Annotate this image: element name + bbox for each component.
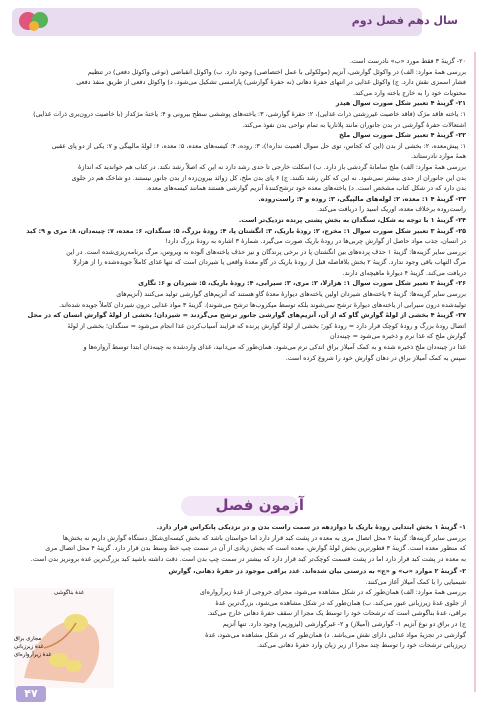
- answer-line: بدن این جانوران از حدی بیشتر نمی‌شود. نه این که کلن رشد نکنند. ج) ۶ پای بدن ملخ، کل زوائد بیرون‌زده از بدن جانور نیستند. دو شاخک هم در جلوی: [71, 173, 466, 182]
- answer-line: محتویات خود را به خارج یاخته وارد می‌کند.: [353, 88, 466, 97]
- answer-line: راست‌روده برخلاف معده، اوریک اسید را دریافت می‌کند.: [317, 205, 466, 214]
- answer-line: ۲۱- گزینهٔ ۴ تعبیر شکل صورت سوال هیدر: [335, 99, 466, 108]
- answer-line: ۱: یاخته فاقد مژک (فاقد خاصیت غیررشتی ذرات غذایی)، ۲: حفرهٔ گوارشی، ۳: یاخته‌های پوششی سطح بیرونی و ۴: یاختهٔ مژکدار (با خاصیت درون‌بری ذرات غذایی): [33, 109, 466, 118]
- answer-line: زیرزبانی ترشحات خود را توسط چند مجرا از زیر زبان وارد حفرهٔ دهانی می‌کند.: [257, 641, 466, 650]
- answer-line: ۲۵- گزینهٔ ۳ تعبیر شکل صورت سوال ۱: مخرج، ۲: رودهٔ باریک، ۳: انگشتان پا، ۴: رودهٔ بزرگ، ۵: سنگدان، ۶: معده، ۷: چینه‌دان، ۸: مری و ۹: کبد: [26, 226, 466, 235]
- figure-label: غدهٔ زیرزبانی: [14, 644, 44, 650]
- page-number: ۴۷: [16, 686, 46, 702]
- answer-line: براقی، غدهٔ بناگوشی است که ترشحات خود را توسط یک مجرا از سقف حفرهٔ دهانی خارج می‌کند.: [207, 609, 466, 618]
- answer-line: اتصال رودهٔ بزرگ و رودهٔ کوچک قرار دارد = رودهٔ کور؛ بخشی از لولهٔ گوارش پرنده که فرایند آسیاب‌کردن غذا انجام می‌شود = سنگدان؛ بخشی از لولهٔ: [67, 321, 466, 330]
- answer-line: فشار اسمزی نقش دارد. ج) واکوئل غذایی در انتهای حفرهٔ دهانی (نه حفرهٔ گوارشی) پارامسی تشکیل می‌شود. د) واکوئل دفعی از طریق منفذ دفعی: [76, 78, 466, 87]
- answer-line: از جلوی غدهٔ زیرزبانی عبور می‌کند. ب) همان‌طور که در شکل مشاهده می‌شود، بزرگ‌ترین غدهٔ: [215, 598, 466, 607]
- answer-line: بررسی همهٔ موارد: الف) ملخ سامانهٔ گردشی باز دارد. ب) اسکلت خارجی تا حدی رشد دارد نه این که اصلاً رشد نکند. در کتاب هم خواندید که اندازهٔ: [78, 162, 466, 171]
- quiz-answers-2: [118, 566, 466, 651]
- answer-line: ۲۲- گزینهٔ ۴ تعبیر شکل صورت سوال ملخ: [339, 131, 466, 140]
- answer-line: تولیدشده درون سیرابی از یاخته‌های دیوارهٔ ترشح نمی‌شوند بلکه توسط میکروب‌ها ترشح می‌شوند). گزینهٔ ۳ مواد غذایی درون شیردان کاملاً جویده شده‌اند.: [58, 300, 466, 309]
- answer-line: دریافت می‌کند. گزینهٔ ۴ دیوارهٔ ماهیچه‌ای دارند.: [342, 268, 466, 277]
- answer-line: ۲- گزینهٔ ۲ موارد «ب» و «ج» به درستی بیان شده‌اند. غدد براقی موجود در حفرهٔ دهانی، گوارش: [168, 567, 466, 575]
- answer-line: ۲۶- گزینهٔ ۲ تعبیر شکل صورت سوال ۱: هزارلا، ۲: مری، ۳: سیرابی، ۴: رودهٔ باریک، ۵: شیردان و ۶: نگاری: [138, 279, 466, 288]
- answer-line: ۲۰- گزینهٔ ۳ فقط مورد «ب» نادرست است.: [349, 57, 466, 65]
- quiz-answers: [14, 522, 466, 564]
- answer-line: به معده در پشت کبد قرار دارد اما در پشت قسمت کوچک‌تر کبد قرار دارد که بیشتر در سمت چپ بدن است. دقت داشته باشید کبد بزرگ‌ترین غده برونریز بدن است.: [30, 554, 466, 563]
- answer-line: همهٔ موارد نادرستاند.: [410, 152, 466, 161]
- answer-line: گوارشی در تجزیهٔ مواد غذایی دارای نقش می‌باشد. د) همان‌طور که در شکل مشاهده می‌شود، غدهٔ: [205, 630, 466, 639]
- answer-line: بررسی سایر گزینه‌ها: گزینهٔ ۱ حذف پرده‌های بین انگشتان پا در برخی پرندگان و نیز حذف یاخته‌های آلوده به ویروس، مرگ برنامه‌ریزی‌شده است. در این: [66, 247, 466, 256]
- answers-body: [14, 56, 466, 363]
- figure-label: غدهٔ بناگوشی: [54, 590, 84, 596]
- answer-line: که منظور معده است. گزینهٔ ۳ قطورترین بخش لولهٔ گوارش، معده است که بخش زیادی از آن در سمت چپ خط وسط بدن قرار دارد. گزینهٔ ۴ محل اتصال مری: [45, 544, 466, 553]
- quiz-title: آزمون فصل: [215, 496, 304, 514]
- answer-line: بررسی سایر گزینه‌ها: گزینهٔ ۴ یاخته‌های شیردان اولین یاخته‌های دیوارهٔ معدهٔ گاو هستند که آنزیم‌های گوارشی تولید می‌کنند (آنزیم‌های: [116, 290, 466, 299]
- answer-line: غذا در چینه‌دان ملخ ذخیره شده و به کمک آمیلاز براق اندکی نرم می‌شود. همان‌طور که می‌دانید، غذای وارد‌شده به چینه‌دان ابتدا توسط آرواره‌ها و: [83, 343, 466, 352]
- answer-line: بررسی سایر گزینه‌ها: گزینهٔ ۲ محل اتصال مری به معده در پشت کبد قرار دارد اما حواستان باشد که بخش کیسه‌ای‌شکل دستگاه گوارش داریم نه بخش‌ها: [62, 533, 466, 542]
- figure-label: مجاری براق: [14, 636, 42, 642]
- figure-label: غدهٔ زیرآرواره‌ای: [14, 652, 52, 658]
- answer-line: ۱: پیش‌معده، ۲: بخشی از بدن (این که کجاس، توی حل سوال اهمیت نداره!)، ۳: روده، ۴: کیسه‌های معده، ۵: معده، ۶: لولهٔ مالپیگی و ۷: یکی از دو پای عقبی: [51, 141, 466, 150]
- answer-line: سپس به کمک آمیلاز براق در دهان گوارش خود را شروع کرده است.: [285, 353, 466, 362]
- answer-line: شیمیایی را با کمک آمیلاز آغاز می‌کنند.: [365, 577, 466, 586]
- page-side-line: [474, 52, 476, 692]
- answer-line: ۱- گزینهٔ ۱ بخش ابتدایی رودهٔ باریک یا دوازدهه در سمت راست بدن و در نزدیکی پانکراس قرار دارد.: [156, 523, 466, 531]
- answer-line: گوارش ملخ که غذا نرم و ذخیره می‌شود = چینه‌دان: [330, 332, 466, 341]
- answer-line: بررسی همهٔ موارد: الف) همان‌طور که در شکل مشاهده می‌شود، مجرای خروجی از غدهٔ زیرآرواره‌ای: [199, 588, 466, 597]
- answer-line: ۲۴- گزینهٔ ۱ با توجه به شکل، سنگدان به بخش پشتی پرنده نزدیک‌تر است.: [238, 215, 466, 224]
- answer-line: بدن دارد که در شکل کتاب مشخص است. د) یاخته‌های معده خود ترشح‌کنندهٔ آنزیم گوارشی هستند همانند کیسه‌های معده.: [146, 184, 466, 193]
- answer-line: ج) در براق دو نوع آنزیم ۱- گوارشی (آمیلاز) و ۲- غیرگوارشی (لیزوزیم) وجود دارد. تنها آنزیم: [222, 619, 466, 628]
- answer-line: در انسان، جذب مواد حاصل از گوارش چربی‌ها در رودهٔ باریک صورت می‌گیرد. شمارهٔ ۳ اشاره به رودهٔ بزرگ دارد!: [165, 237, 466, 246]
- chapter-title: سال دهم فصل دوم: [351, 14, 458, 27]
- salivary-glands-figure: [14, 588, 114, 688]
- answer-line: ۲۳- گزینهٔ ۴ ۱: معده، ۲: لوله‌های مالپیگی، ۳: روده و ۴: راست‌روده.: [258, 194, 466, 203]
- answer-line: مرگ التهاب باقی وجود ندارد. گزینهٔ ۲ بخش بلافاصله قبل از رودهٔ باریک در گاو معدهٔ واقعی یا شیردان است که تنها غذای کاملاً جویده‌شده را از هزارلا: [73, 258, 466, 267]
- publisher-logo-icon: [16, 6, 52, 36]
- answer-line: اشتعالات حفرهٔ گوارشی در بدن جانوران مانند پلاناریا به تمام نواحی بدن نفوذ می‌کند.: [242, 120, 466, 129]
- answer-line: ۲۷- گزینهٔ ۴ بخشی از لولهٔ گوارش گاو که از آن، آنزیم‌های گوارشی جانور ترشح می‌گردند = شیردان؛ بخشی از لولهٔ گوارش انسان که در محل: [27, 311, 466, 320]
- answer-line: بررسی همهٔ موارد: الف) در واکوئل گوارشی، آنزیم (مولکولی با عمل اختصاصی) وجود دارد. ب) واکوئل انقباضی (نوعی واکوئل دفعی) در تنظیم: [87, 67, 466, 76]
